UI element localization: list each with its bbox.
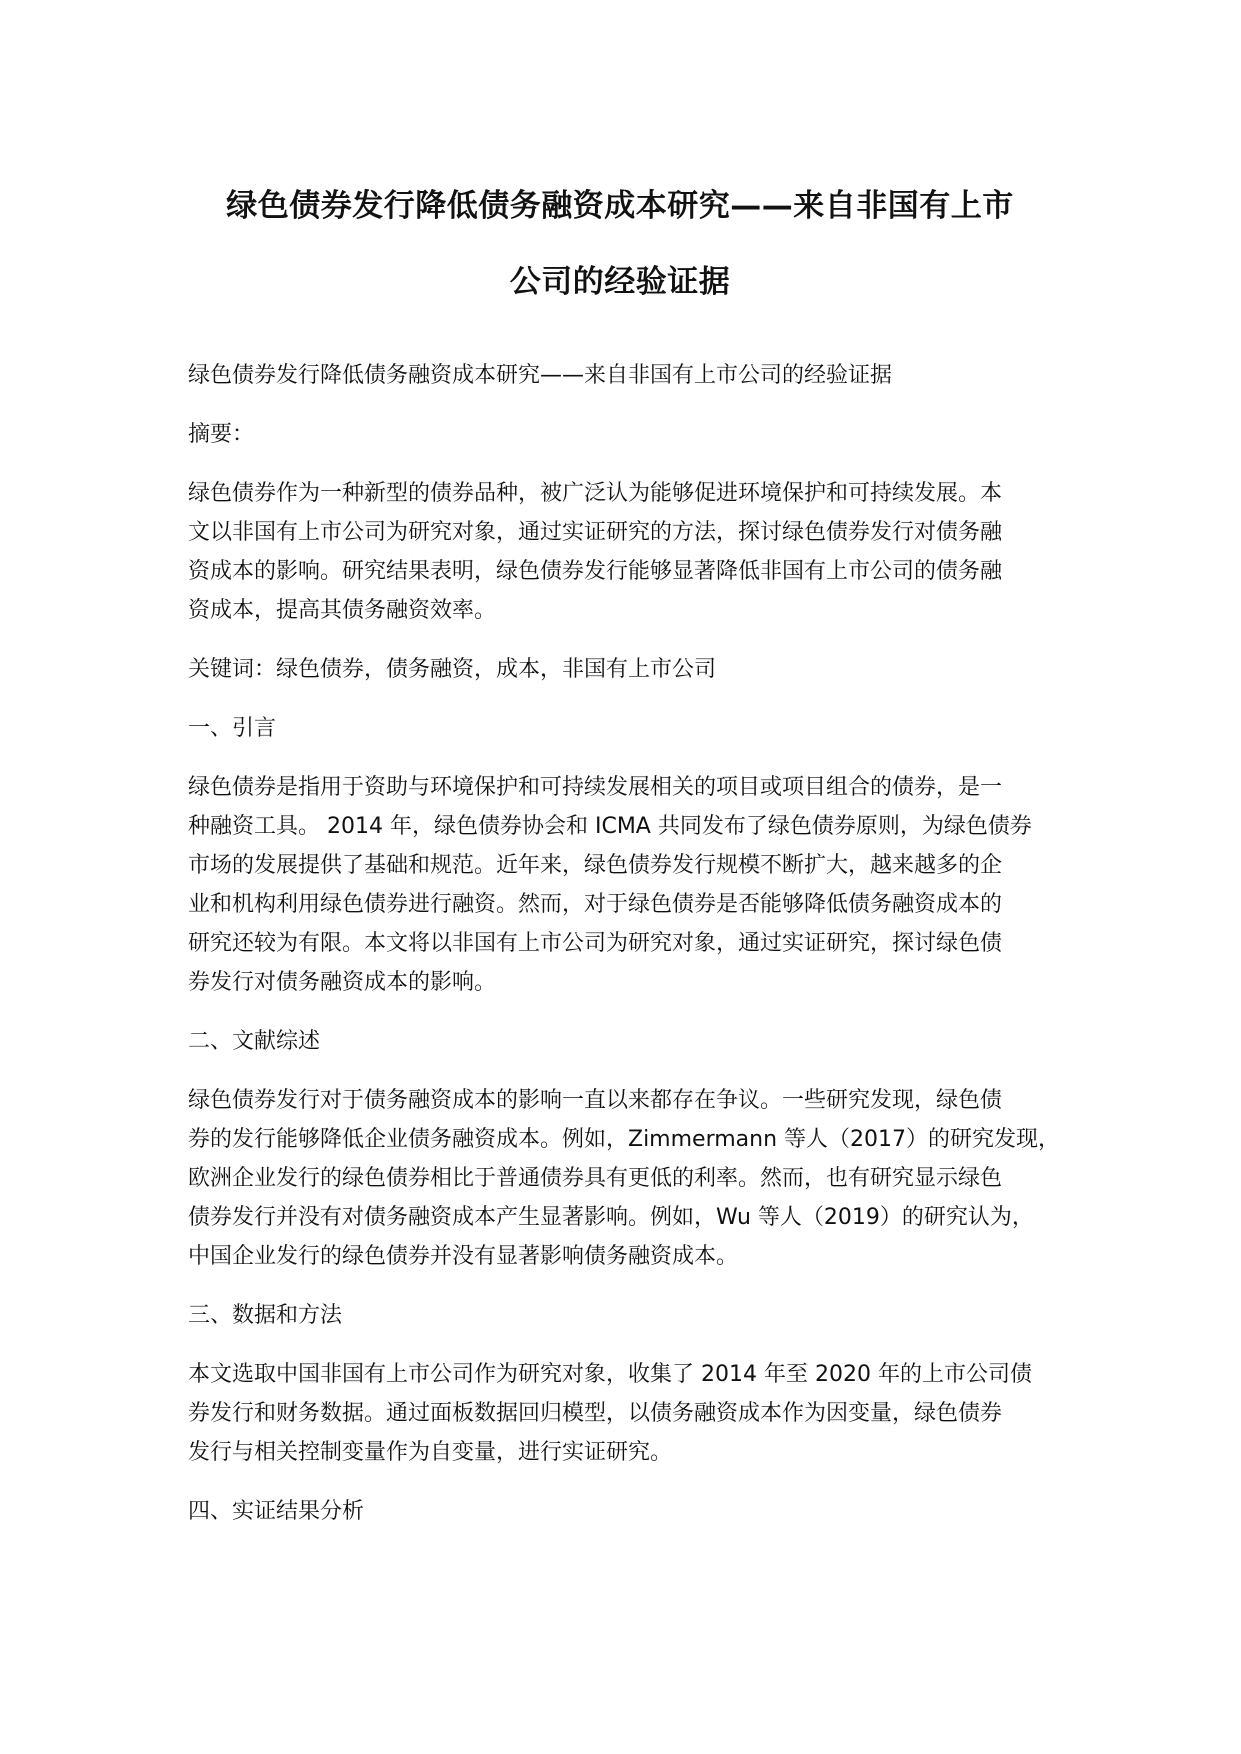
abstract-line: 资成本的影响。研究结果表明，绿色债券发行能够显著降低非国有上市公司的债务融 (188, 559, 1003, 584)
literature-review-line: 欧洲企业发行的绿色债券相比于普通债券具有更低的利率。然而，也有研究显示绿色 (188, 1166, 1003, 1191)
keywords-paragraph: 关键词：绿色债券，债务融资，成本，非国有上市公司 (188, 657, 717, 682)
section-heading-data-methods: 三、数据和方法 (188, 1303, 343, 1328)
title-line-2: 公司的经验证据 (509, 264, 731, 300)
introduction-line: 券发行对债务融资成本的影响。 (188, 970, 497, 995)
document-body (188, 356, 1080, 1531)
introduction-line: 市场的发展提供了基础和规范。近年来，绿色债券发行规模不断扩大，越来越多的企 (188, 853, 1003, 878)
subtitle-paragraph: 绿色债券发行降低债务融资成本研究——来自非国有上市公司的经验证据 (188, 363, 893, 388)
literature-review-line: 中国企业发行的绿色债券并没有显著影响债务融资成本。 (188, 1244, 739, 1269)
data-methods-line: 本文选取中国非国有上市公司作为研究对象，收集了 2014 年至 2020 年的上市公司债 (188, 1362, 1032, 1387)
abstract-paragraph (188, 474, 1080, 630)
section-heading-literature-review: 二、文献综述 (188, 1029, 321, 1054)
abstract-line: 绿色债券作为一种新型的债券品种，被广泛认为能够促进环境保护和可持续发展。本 (188, 481, 1003, 506)
literature-review-paragraph (188, 1081, 1080, 1276)
section-heading-introduction: 一、引言 (188, 716, 277, 741)
section-heading-results: 四、实证结果分析 (188, 1499, 365, 1524)
abstract-line: 资成本，提高其债务融资效率。 (188, 598, 497, 623)
literature-review-line: 债券发行并没有对债务融资成本产生显著影响。例如，Wu 等人（2019）的研究认为， (188, 1205, 1034, 1230)
literature-review-line: 券的发行能够降低企业债务融资成本。例如，Zimmermann 等人（2017）的研究发现， (188, 1127, 1061, 1152)
literature-review-line: 绿色债券发行对于债务融资成本的影响一直以来都存在争议。一些研究发现，绿色债 (188, 1088, 1003, 1113)
introduction-line: 绿色债券是指用于资助与环境保护和可持续发展相关的项目或项目组合的债券，是一 (188, 775, 1003, 800)
data-methods-line: 券发行和财务数据。通过面板数据回归模型，以债务融资成本作为因变量，绿色债券 (188, 1401, 1003, 1426)
introduction-line: 研究还较为有限。本文将以非国有上市公司为研究对象，通过实证研究，探讨绿色债 (188, 931, 1003, 956)
introduction-paragraph (188, 768, 1080, 1002)
abstract-label: 摘要： (188, 422, 255, 447)
title-line-1: 绿色债券发行降低债务融资成本研究——来自非国有上市 (226, 188, 1014, 224)
data-methods-paragraph (188, 1355, 1080, 1472)
document-title (170, 168, 1070, 320)
introduction-line: 种融资工具。 2014 年，绿色债券协会和 ICMA 共同发布了绿色债券原则，为绿色债券 (188, 814, 1032, 839)
data-methods-line: 发行与相关控制变量作为自变量，进行实证研究。 (188, 1440, 673, 1465)
abstract-line: 文以非国有上市公司为研究对象，通过实证研究的方法，探讨绿色债券发行对债务融 (188, 520, 1003, 545)
introduction-line: 业和机构利用绿色债券进行融资。然而，对于绿色债券是否能够降低债务融资成本的 (188, 892, 1003, 917)
